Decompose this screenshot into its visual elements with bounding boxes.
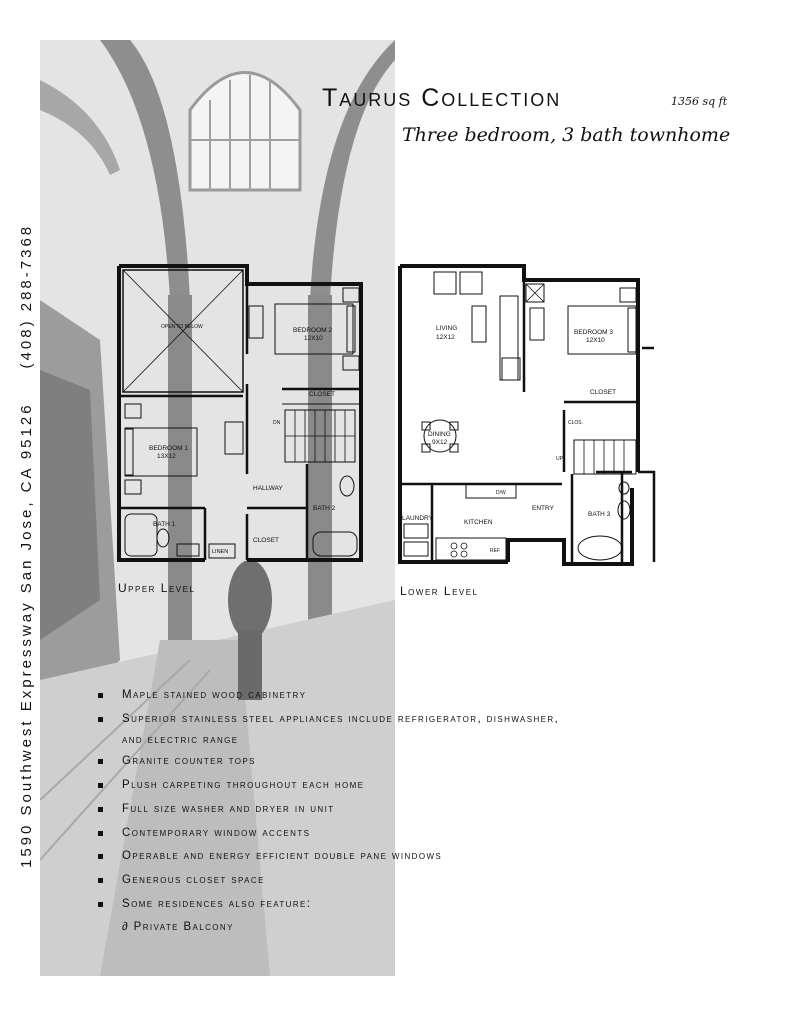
page-subtitle: Three bedroom, 3 bath townhome [402, 124, 731, 146]
room-entry: ENTRY [532, 505, 554, 512]
room-open-to-below: OPEN TO BELOW [161, 324, 203, 330]
room-closet-lower: CLOSET [590, 389, 617, 396]
room-living-size: 12X12 [436, 334, 455, 341]
lower-level-label: Lower Level [400, 584, 479, 598]
room-living: LIVING [436, 325, 458, 332]
feature-item: Superior stainless steel appliances include refrigerator, dishwasher, [98, 708, 559, 732]
room-hallway: HALLWAY [253, 485, 283, 492]
room-bedroom-3: BEDROOM 3 [574, 329, 614, 336]
bullet-icon [98, 878, 103, 883]
upper-level-floor-plan [117, 264, 365, 564]
room-up: UP [556, 456, 563, 462]
room-dining: DINING [428, 431, 451, 438]
upper-level-label: Upper Level [118, 581, 196, 595]
room-clos: CLOS. [568, 420, 584, 426]
room-linen: LINEN [212, 549, 229, 555]
bullet-icon [98, 759, 103, 764]
address-line [18, 224, 35, 868]
bullet-icon [98, 807, 103, 812]
room-closet-upper-1: CLOSET [309, 391, 336, 398]
bullet-icon [98, 783, 103, 788]
feature-item: Contemporary window accents [98, 822, 559, 846]
feature-item: Maple stained wood cabinetry [98, 684, 559, 708]
feature-item-continuation: and electric range [122, 734, 239, 747]
bullet-icon [98, 831, 103, 836]
room-laundry: LAUNDRY [402, 515, 433, 522]
square-footage: 1356 sq ft [671, 95, 728, 108]
page-title: Taurus Collection [322, 84, 562, 112]
bullet-icon [98, 717, 103, 722]
room-bedroom-3-size: 12X10 [586, 337, 605, 344]
feature-item: Full size washer and dryer in unit [98, 798, 559, 822]
bullet-icon [98, 854, 103, 859]
feature-sub-item: ∂ Private Balcony [122, 921, 234, 934]
room-dining-size: 9X12 [432, 439, 448, 446]
room-bedroom-1: BEDROOM 1 [149, 445, 189, 452]
room-bedroom-1-size: 13X12 [157, 453, 176, 460]
room-bath-1: BATH 1 [153, 521, 176, 528]
features-list [98, 684, 559, 940]
feature-item: Granite counter tops [98, 750, 559, 774]
room-ref: REF [490, 548, 500, 554]
room-bath-2: BATH 2 [313, 505, 336, 512]
street-address: 1590 Southwest Expressway San Jose, CA 95126 [18, 402, 35, 868]
room-bedroom-2: BEDROOM 2 [293, 327, 333, 334]
feature-item: Some residences also feature: [98, 893, 559, 917]
feature-item: Operable and energy efficient double pane windows [98, 845, 559, 869]
room-dn: DN [273, 420, 281, 426]
room-dw: D/W [496, 490, 506, 496]
feature-item: Generous closet space [98, 869, 559, 893]
bullet-icon [98, 902, 103, 907]
room-bath-3: BATH 3 [588, 511, 611, 518]
room-closet-upper-2: CLOSET [253, 537, 280, 544]
lower-level-floor-plan [396, 262, 658, 566]
phone-number: (408) 288-7368 [18, 223, 35, 369]
room-kitchen: KITCHEN [464, 519, 493, 526]
room-bedroom-2-size: 12X10 [304, 335, 323, 342]
feature-item: Plush carpeting throughout each home [98, 774, 559, 798]
bullet-icon [98, 693, 103, 698]
